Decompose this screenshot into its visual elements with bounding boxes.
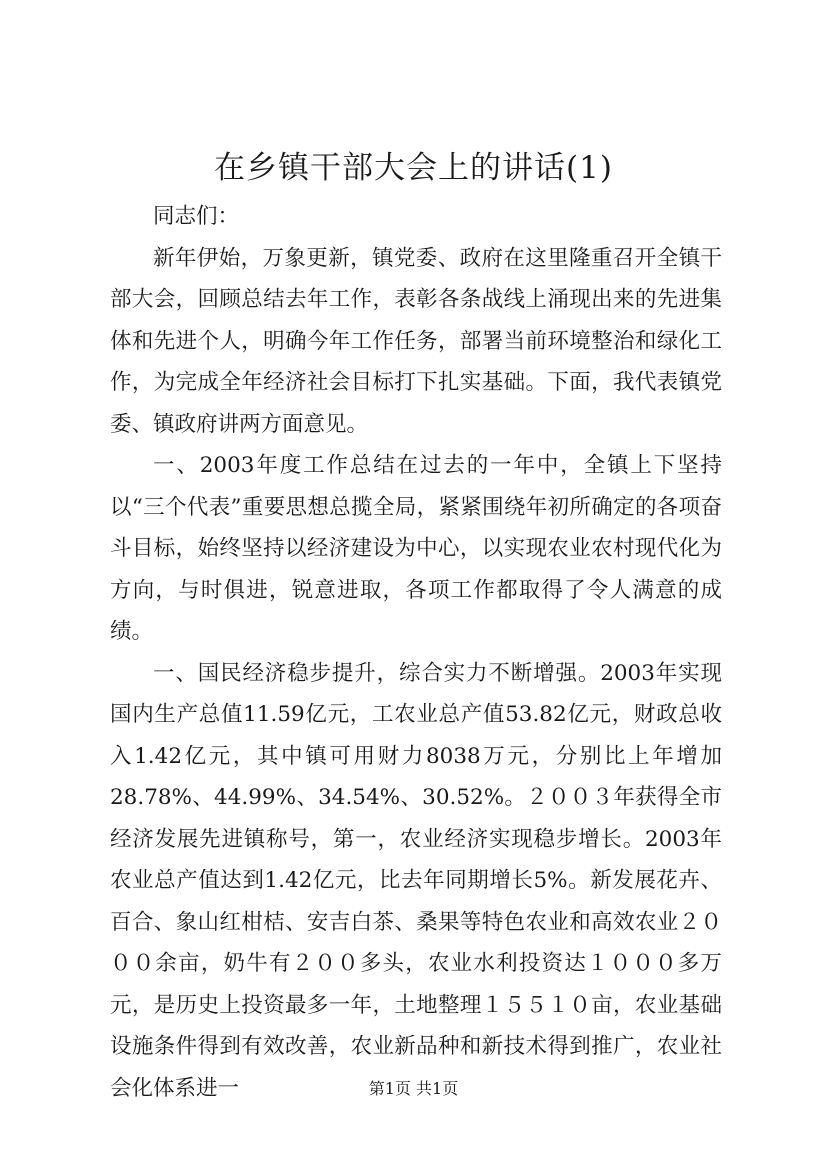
document-title: 在乡镇干部大会上的讲话(1)	[214, 150, 613, 186]
paragraph-salutation: 同志们：	[153, 204, 240, 229]
paragraph-economy: 一、国民经济稳步提升，综合实力不断增强。2003年实现国内生产总值11.59亿元，工农业总产值53.82亿元，财政总收入1.42亿元，其中镇可用财力8038万元，分别比上年增加28.78%、44.99%、34.54%、30.52%。２００３年获得全市经济发展先进镇称号，第一，农业经济实现稳步增长。2003年农业总产值达到1.42亿元，比去年同期增长5%。新发展花卉、百合、象山红柑桔、安吉白茶、桑果等特色农业和高效农业２０００余亩，奶牛有２００多头，农业水利投资达１０００多万元，是历史上投资最多一年，土地整理１５５１０亩，农业基础设施条件得到有效改善，农业新品种和新技术得到推广，农业社会化体系进一	[110, 660, 722, 1101]
page-footer: 第1页 共1页	[368, 1079, 459, 1098]
paragraph-intro: 新年伊始，万象更新，镇党委、政府在这里隆重召开全镇干部大会，回顾总结去年工作，表彰各条战线上涌现出来的先进集体和先进个人，明确今年工作任务，部署当前环境整治和绿化工作，为完成全年经济社会目标打下扎实基础。下面，我代表镇党委、镇政府讲两方面意见。	[110, 245, 722, 437]
document-body	[110, 196, 722, 1109]
paragraph-summary: 一、2003年度工作总结在过去的一年中，全镇上下坚持以“三个代表”重要思想总揽全局，紧紧围绕年初所确定的各项奋斗目标，始终坚持以经济建设为中心，以实现农业农村现代化为方向，与时俱进，锐意进取，各项工作都取得了令人满意的成绩。	[110, 453, 722, 644]
